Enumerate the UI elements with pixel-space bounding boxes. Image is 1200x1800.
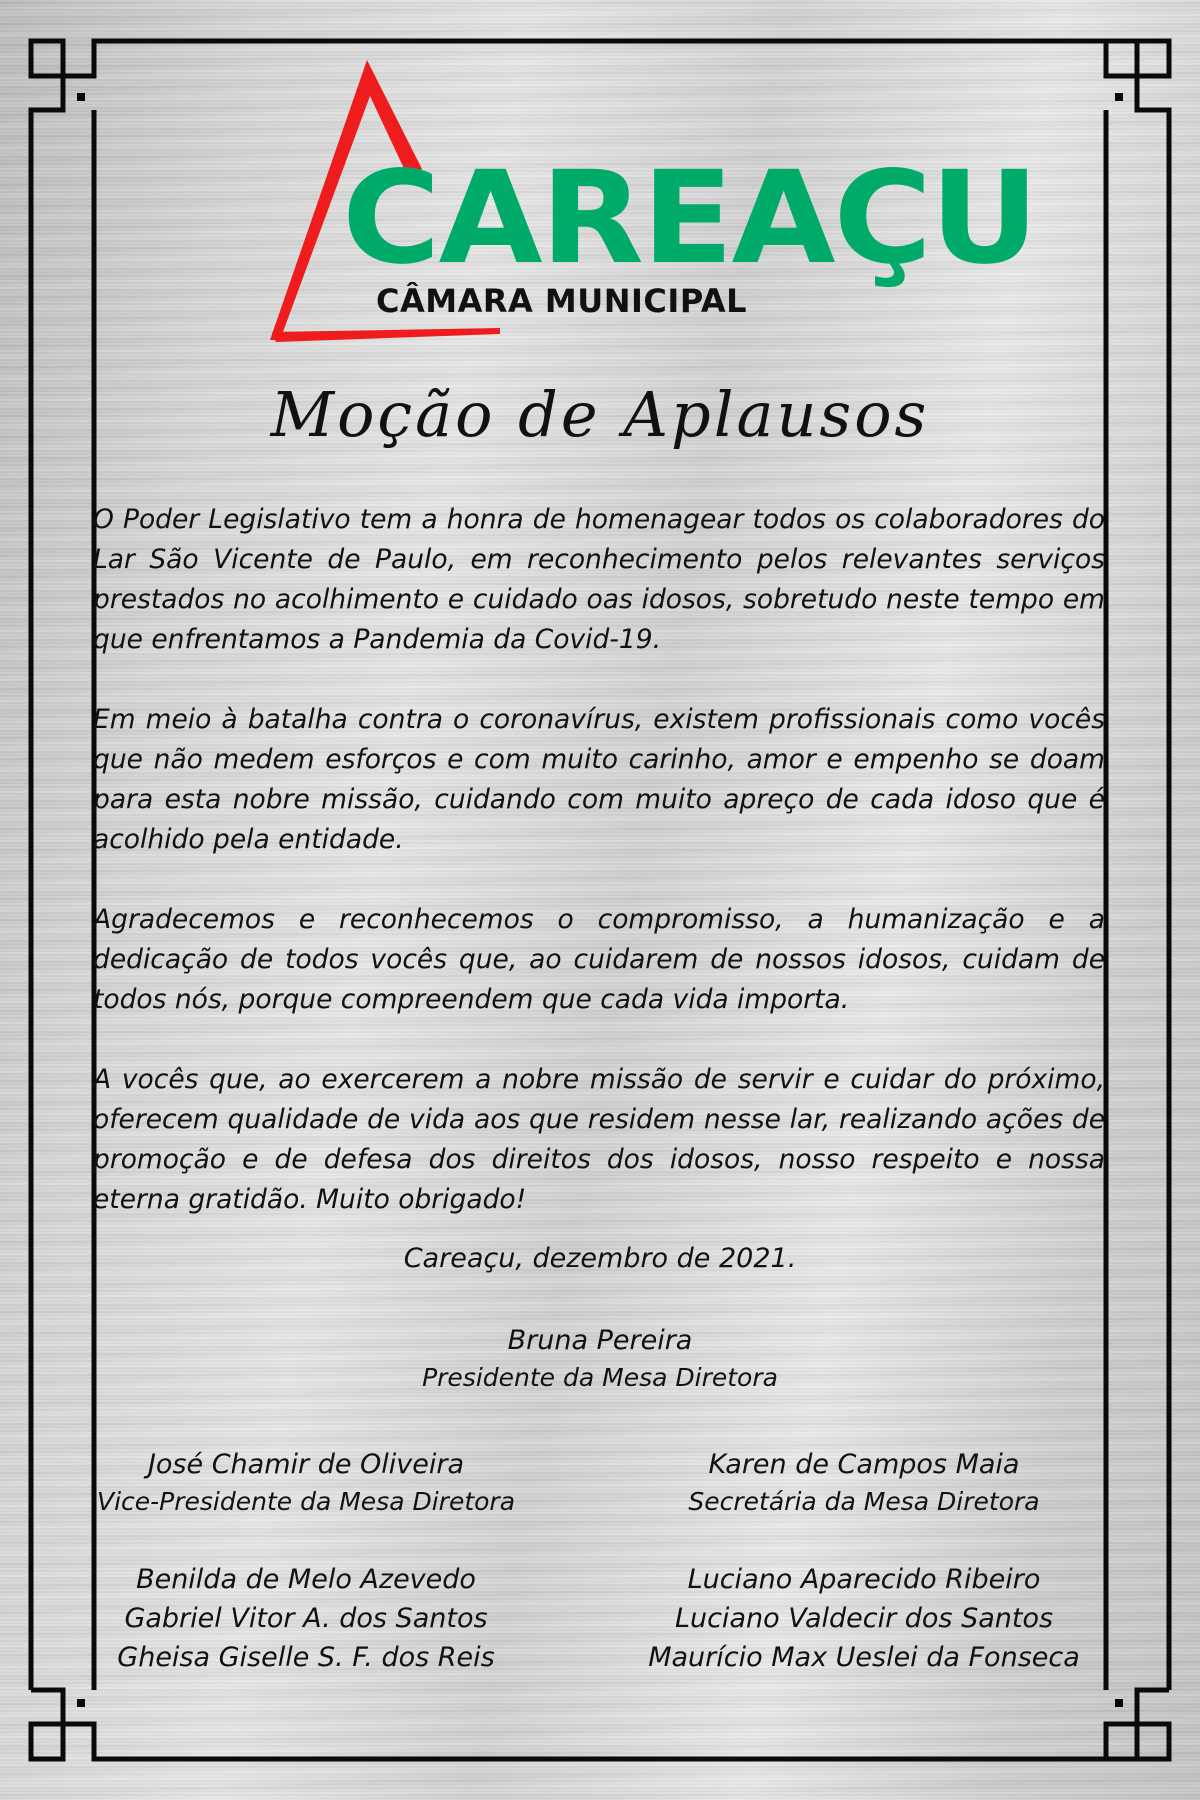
member-name: Luciano Valdecir dos Santos [674, 1603, 1054, 1634]
paragraph-3: Agradecemos e reconhecemos o compromisso, a humanização e a dedicação de todos vocês que, ao cuidarem de nossos idosos, cuidam de todos nós, porque compreendem que cada vida importa. [93, 904, 1105, 1015]
logo-subtitle: CÂMARA MUNICIPAL [376, 282, 747, 320]
member-name: Benilda de Melo Azevedo [136, 1564, 476, 1595]
paragraph-4: A vocês que, ao exercerem a nobre missão de servir e cuidar do próximo, oferecem qualidade de vida aos que residem nesse lar, realizando ações de promoção e de defesa dos direitos dos idosos, nosso respeito e nossa eterna gratidão. Muito obrigado! [93, 1064, 1105, 1215]
date-line: Careaçu, dezembro de 2021. [403, 1243, 797, 1274]
president-role: Presidente da Mesa Diretora [422, 1363, 778, 1392]
vice-president-role: Vice-Presidente da Mesa Diretora [96, 1487, 516, 1516]
document-body [93, 500, 1105, 1260]
members-right [584, 1560, 1144, 1677]
vice-president-name: José Chamir de Oliveira [147, 1449, 465, 1480]
secretary-role: Secretária da Mesa Diretora [688, 1487, 1040, 1516]
member-name: Luciano Aparecido Ribeiro [687, 1564, 1041, 1595]
members-left [26, 1560, 586, 1677]
member-name: Gabriel Vitor A. dos Santos [124, 1603, 488, 1634]
signature-secretary [584, 1446, 1144, 1520]
secretary-name: Karen de Campos Maia [708, 1449, 1020, 1480]
signature-vice-president [26, 1446, 586, 1520]
document-title: Moção de Aplausos [270, 378, 930, 451]
paragraph-1: O Poder Legislativo tem a honra de homenagear todos os colaboradores do Lar São Vicente de Paulo, em reconhecimento pelos relevantes serviços prestados no acolhimento e cuidado oas idosos, sobretudo neste tempo em que enfrentamos a Pandemia da Covid-19. [93, 504, 1105, 655]
president-name: Bruna Pereira [507, 1325, 693, 1356]
member-name: Maurício Max Ueslei da Fonseca [648, 1642, 1080, 1673]
signature-president [0, 1322, 1200, 1396]
member-name: Gheisa Giselle S. F. dos Reis [117, 1642, 495, 1673]
logo-wordmark: CAREAÇU [342, 144, 1038, 293]
paragraph-2: Em meio à batalha contra o coronavírus, existem profissionais como vocês que não medem esforços e com muito carinho, amor e empenho se doam para esta nobre missão, cuidando com muito apreço de cada idoso que é acolhido pela entidade. [93, 704, 1105, 855]
careacu-logo [270, 60, 1038, 350]
